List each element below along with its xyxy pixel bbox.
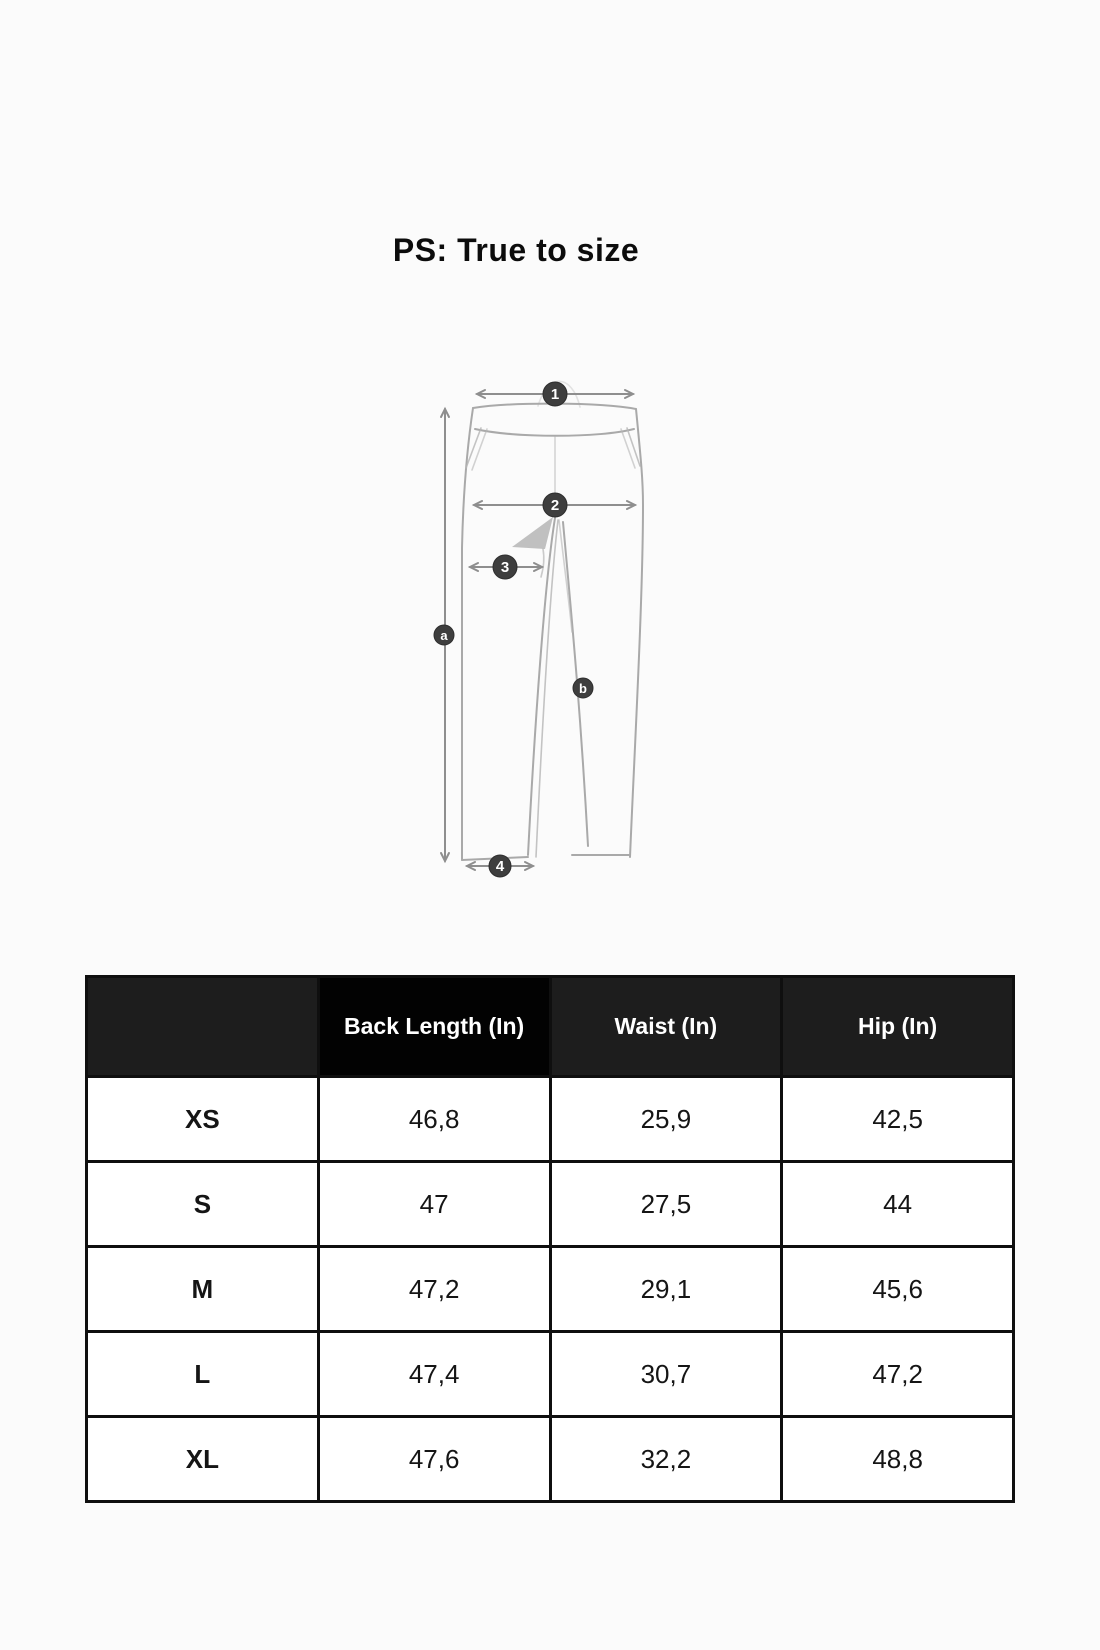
header-row <box>87 977 1014 1077</box>
marker-a <box>434 625 454 645</box>
page-title: PS: True to size <box>392 232 640 268</box>
marker-b-label: b <box>579 681 587 696</box>
marker-3 <box>493 555 517 579</box>
size-chart-table <box>85 975 1015 1503</box>
marker-1-label: 1 <box>550 386 560 403</box>
size-label: M <box>87 1247 319 1332</box>
waist-value: 30,7 <box>550 1332 782 1417</box>
hip-value: 44 <box>782 1162 1014 1247</box>
table-row-m <box>87 1247 1014 1332</box>
hip-value: 45,6 <box>782 1247 1014 1332</box>
back-length-column-header: Back Length (In) <box>318 977 550 1077</box>
table-row-s <box>87 1162 1014 1247</box>
marker-1 <box>543 382 567 406</box>
marker-3-label: 3 <box>500 559 510 576</box>
waist-value: 25,9 <box>550 1077 782 1162</box>
size-label: L <box>87 1332 319 1417</box>
table-row-xs <box>87 1077 1014 1162</box>
size-label: S <box>87 1162 319 1247</box>
waist-value: 27,5 <box>550 1162 782 1247</box>
back-length-value: 47 <box>318 1162 550 1247</box>
waist-value: 29,1 <box>550 1247 782 1332</box>
marker-b <box>573 678 593 698</box>
marker-a-label: a <box>440 628 448 643</box>
back-length-value: 47,4 <box>318 1332 550 1417</box>
pants-outline <box>462 381 643 860</box>
table-row-l <box>87 1332 1014 1417</box>
marker-4 <box>489 855 511 877</box>
marker-2 <box>543 493 567 517</box>
size-label: XS <box>87 1077 319 1162</box>
hip-value: 42,5 <box>782 1077 1014 1162</box>
marker-2-label: 2 <box>550 497 560 514</box>
waist-column-header: Waist (In) <box>550 977 782 1077</box>
back-length-value: 46,8 <box>318 1077 550 1162</box>
hip-value: 48,8 <box>782 1417 1014 1502</box>
size-column-header <box>87 977 319 1077</box>
hip-value: 47,2 <box>782 1332 1014 1417</box>
back-length-value: 47,2 <box>318 1247 550 1332</box>
marker-4-label: 4 <box>495 858 505 875</box>
pants-measurement-diagram <box>430 355 670 880</box>
table-row-xl <box>87 1417 1014 1502</box>
hip-column-header: Hip (In) <box>782 977 1014 1077</box>
waist-value: 32,2 <box>550 1417 782 1502</box>
measurement-lines <box>441 390 635 870</box>
back-length-value: 47,6 <box>318 1417 550 1502</box>
size-label: XL <box>87 1417 319 1502</box>
